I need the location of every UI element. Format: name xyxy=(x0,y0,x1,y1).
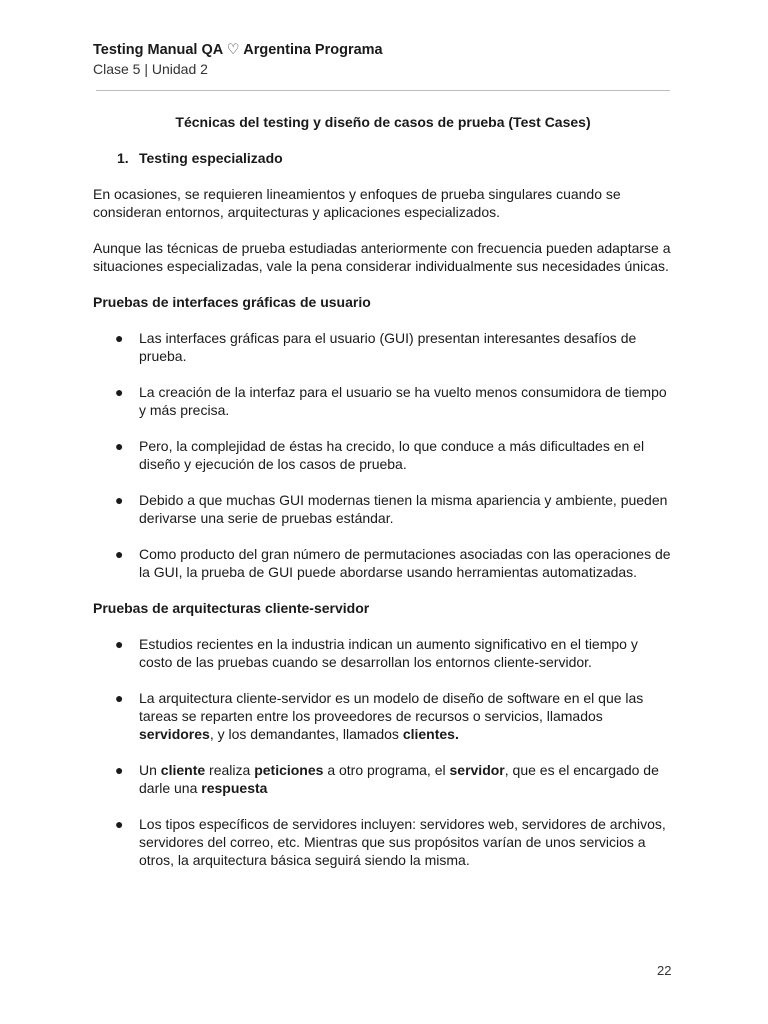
header-subtitle: Clase 5 | Unidad 2 xyxy=(93,61,208,77)
text-run: realiza xyxy=(205,762,255,778)
bullet-icon: ● xyxy=(115,690,124,706)
paragraph: Aunque las técnicas de prueba estudiadas anteriormente con frecuencia pueden adaptarse a situaciones especializadas, vale la pena considerar individualmente sus necesidades únicas. xyxy=(93,240,671,274)
gui-subheading: Pruebas de interfaces gráficas de usuario xyxy=(93,294,371,310)
list-item xyxy=(93,761,673,797)
list-item xyxy=(93,437,673,473)
bullet-icon: ● xyxy=(115,492,124,508)
list-item-text: Debido a que muchas GUI modernas tienen la misma apariencia y ambiente, pueden derivarse una serie de pruebas estándar. xyxy=(139,492,668,526)
list-item-text: Como producto del gran número de permutaciones asociadas con las operaciones de la GUI, la prueba de GUI puede abordarse usando herramientas automatizadas. xyxy=(139,546,671,580)
section-heading xyxy=(93,149,673,167)
document-title: Técnicas del testing y diseño de casos de prueba (Test Cases) xyxy=(175,114,591,130)
paragraph: En ocasiones, se requieren lineamientos y enfoques de prueba singulares cuando se consideran entornos, arquitecturas y aplicaciones especializados. xyxy=(93,186,621,220)
text-run: Un xyxy=(139,762,161,778)
document-body xyxy=(93,113,673,887)
bold-term: cliente xyxy=(160,762,206,778)
client-server-bullet-list xyxy=(93,635,673,869)
client-server-subheading: Pruebas de arquitecturas cliente-servidor xyxy=(93,600,370,616)
header-divider xyxy=(96,90,670,91)
list-item xyxy=(93,635,673,671)
page-number: 22 xyxy=(657,963,672,978)
text-run: , y los demandantes, llamados xyxy=(209,726,403,742)
bullet-icon: ● xyxy=(115,330,124,346)
list-item-text: La creación de la interfaz para el usuario se ha vuelto menos consumidora de tiempo y más precisa. xyxy=(139,384,667,418)
list-item xyxy=(93,383,673,419)
bullet-icon: ● xyxy=(115,384,124,400)
text-run: La arquitectura cliente-servidor es un modelo de diseño de software en el que las tareas se reparten entre los proveedores de recursos o servicios, llamados xyxy=(139,690,644,724)
header-title: Testing Manual QA ♡ Argentina Programa xyxy=(93,42,383,58)
bullet-icon: ● xyxy=(115,438,124,454)
bold-term: servidor xyxy=(449,762,505,778)
list-item-text xyxy=(139,690,643,742)
list-item-text: Las interfaces gráficas para el usuario (GUI) presentan interesantes desafíos de prueba. xyxy=(139,330,637,364)
list-item-text: Los tipos específicos de servidores incluyen: servidores web, servidores de archivos, servidores del correo, etc. Mientras que sus propósitos varían de unos servicios a otros, la arquitectura básica seguirá siendo la misma. xyxy=(139,816,666,868)
list-item xyxy=(93,689,673,743)
bullet-icon: ● xyxy=(115,816,124,832)
list-item xyxy=(93,329,673,365)
bullet-icon: ● xyxy=(115,762,124,778)
list-item xyxy=(93,545,673,581)
text-run: a otro programa, el xyxy=(323,762,450,778)
list-item xyxy=(93,491,673,527)
list-item-text: Pero, la complejidad de éstas ha crecido, lo que conduce a más dificultades en el diseño y ejecución de los casos de prueba. xyxy=(139,438,645,472)
section-number: 1. xyxy=(117,150,129,166)
text-run: , que es el encargado de darle una xyxy=(139,762,659,796)
bullet-icon: ● xyxy=(115,546,124,562)
list-item-text xyxy=(139,762,659,796)
bullet-icon: ● xyxy=(115,636,124,652)
bold-term: respuesta xyxy=(201,780,268,796)
bold-term: servidores xyxy=(139,726,210,742)
list-item xyxy=(93,815,673,869)
bold-term: clientes. xyxy=(402,726,459,742)
section-title: Testing especializado xyxy=(139,150,283,166)
gui-bullet-list xyxy=(93,329,673,581)
list-item-text: Estudios recientes en la industria indican un aumento significativo en el tiempo y costo de las pruebas cuando se desarrollan los entornos cliente-servidor. xyxy=(139,636,638,670)
bold-term: peticiones xyxy=(254,762,324,778)
